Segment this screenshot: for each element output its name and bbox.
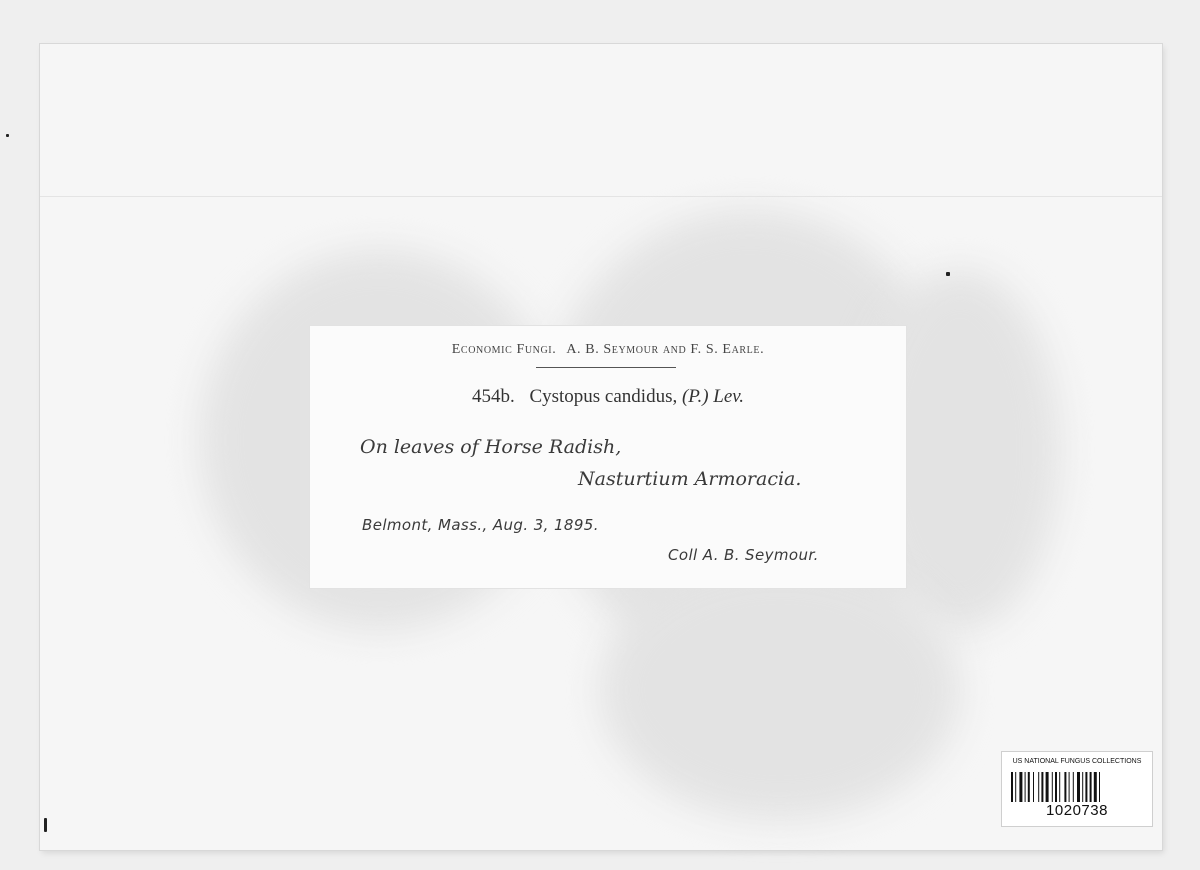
dust-speck (44, 818, 47, 832)
label-header (310, 342, 906, 358)
species-line (310, 386, 906, 408)
series-title: Economic Fungi. (451, 342, 557, 357)
locality-date: Belmont, Mass., Aug. 3, 1895. (362, 516, 599, 534)
specimen-label (310, 326, 906, 588)
dust-speck (6, 134, 9, 137)
host-latin-name: Nasturtium Armoracia. (578, 468, 802, 490)
barcode-label (1002, 752, 1152, 826)
host-common-name: On leaves of Horse Radish, (360, 436, 622, 458)
distributors: A. B. Seymour and F. S. Earle. (566, 342, 765, 357)
species-authority: (P.) Lev. (681, 386, 745, 407)
leaf-shadow (600, 560, 960, 820)
collector: Coll A. B. Seymour. (668, 546, 819, 564)
species-name: Cystopus candidus, (529, 386, 678, 407)
barcode-institution: US NATIONAL FUNGUS COLLECTIONS (1012, 758, 1142, 765)
barcode-icon (1011, 772, 1143, 802)
exsiccata-number: 454b. (471, 386, 515, 407)
packet-flap-fold (40, 196, 1162, 197)
header-underline (536, 367, 676, 368)
barcode-number: 1020738 (1046, 802, 1108, 819)
dust-speck (946, 272, 950, 276)
